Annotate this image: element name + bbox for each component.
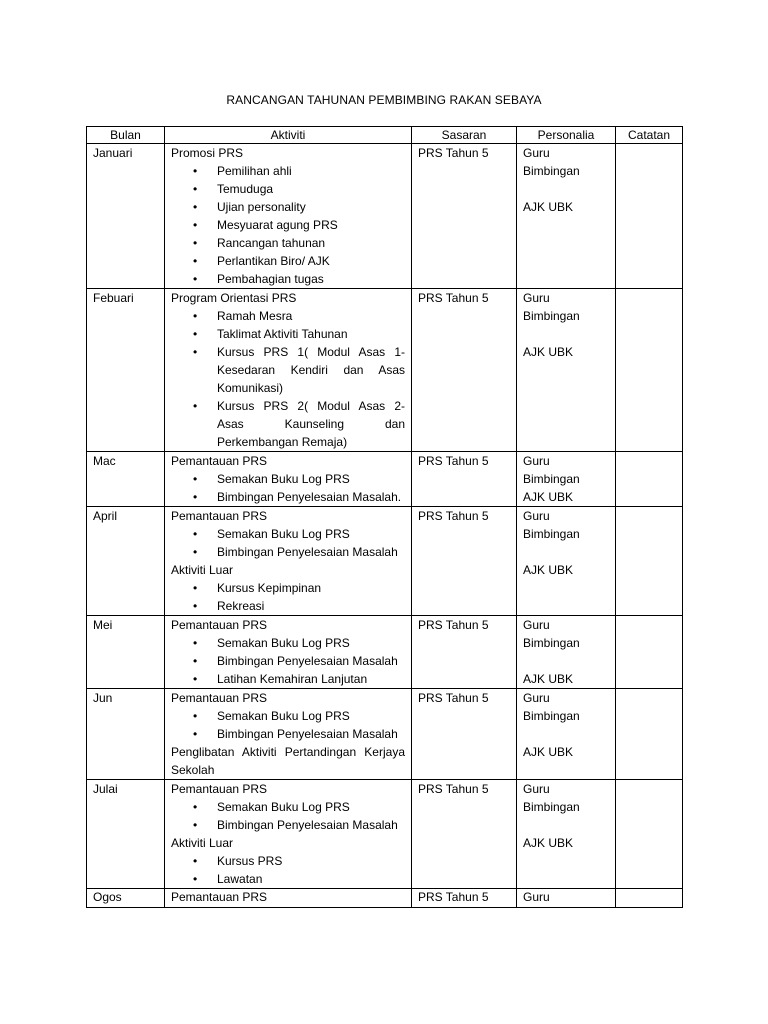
activity-item: • Semakan Buku Log PRS <box>217 634 405 652</box>
cell-bulan: Febuari <box>87 289 165 452</box>
cell-bulan: Jun <box>87 689 165 780</box>
personalia-line: Guru <box>523 890 550 904</box>
annual-plan-table <box>86 126 683 908</box>
header-sasaran: Sasaran <box>412 127 517 144</box>
cell-personalia <box>517 616 616 689</box>
activity-heading: Pemantauan PRS <box>171 691 268 705</box>
cell-catatan <box>616 689 683 780</box>
activity-list <box>171 525 405 561</box>
activity-list <box>171 634 405 688</box>
personalia-line: AJK UBK <box>523 200 574 214</box>
activity-heading: Pemantauan PRS <box>171 618 268 632</box>
personalia-line <box>523 725 609 743</box>
personalia-line: Bimbingan <box>523 472 580 486</box>
table-body <box>87 144 683 908</box>
cell-catatan <box>616 889 683 908</box>
activity-item: • Ramah Mesra <box>217 307 405 325</box>
cell-catatan <box>616 780 683 889</box>
cell-catatan <box>616 452 683 507</box>
cell-sasaran: PRS Tahun 5 <box>412 689 517 780</box>
personalia-line: Bimbingan <box>523 636 580 650</box>
activity-item: • Rancangan tahunan <box>217 234 405 252</box>
cell-aktiviti <box>165 452 412 507</box>
activity-heading: Pemantauan PRS <box>171 509 268 523</box>
activity-list <box>171 852 405 888</box>
activity-item: • Semakan Buku Log PRS <box>217 525 405 543</box>
cell-sasaran: PRS Tahun 5 <box>412 616 517 689</box>
activity-item: • Lawatan <box>217 870 405 888</box>
cell-sasaran: PRS Tahun 5 <box>412 289 517 452</box>
activity-item: • Perlantikan Biro/ AJK <box>217 252 405 270</box>
cell-bulan: Ogos <box>87 889 165 908</box>
table-row <box>87 780 683 889</box>
cell-aktiviti <box>165 289 412 452</box>
personalia-line: Bimbingan <box>523 800 580 814</box>
table-row <box>87 452 683 507</box>
activity-item: • Rekreasi <box>217 597 405 615</box>
personalia-line: Guru <box>523 454 550 468</box>
cell-catatan <box>616 507 683 616</box>
activity-item: • Temuduga <box>217 180 405 198</box>
personalia-line <box>523 652 609 670</box>
activity-item: • Pembahagian tugas <box>217 270 405 288</box>
personalia-line: Bimbingan <box>523 709 580 723</box>
cell-bulan: April <box>87 507 165 616</box>
header-aktiviti: Aktiviti <box>165 127 412 144</box>
activity-item: • Bimbingan Penyelesaian Masalah. <box>217 488 405 506</box>
cell-personalia <box>517 144 616 289</box>
personalia-line: AJK UBK <box>523 745 574 759</box>
activity-item: • Taklimat Aktiviti Tahunan <box>217 325 405 343</box>
activity-note: Penglibatan Aktiviti Pertandingan Kerjaya Sekolah <box>171 745 405 777</box>
activity-item: • Bimbingan Penyelesaian Masalah <box>217 816 405 834</box>
cell-catatan <box>616 289 683 452</box>
activity-list <box>171 579 405 615</box>
table-row <box>87 289 683 452</box>
activity-heading: Pemantauan PRS <box>171 890 268 904</box>
activity-item: • Semakan Buku Log PRS <box>217 798 405 816</box>
activity-list <box>171 470 405 506</box>
cell-personalia <box>517 780 616 889</box>
table-row <box>87 507 683 616</box>
cell-sasaran: PRS Tahun 5 <box>412 507 517 616</box>
personalia-line: AJK UBK <box>523 563 574 577</box>
cell-aktiviti <box>165 889 412 908</box>
activity-subheading: Aktiviti Luar <box>171 836 234 850</box>
activity-list <box>171 307 405 451</box>
activity-heading: Pemantauan PRS <box>171 782 268 796</box>
personalia-line: Guru <box>523 146 550 160</box>
cell-aktiviti <box>165 144 412 289</box>
personalia-line: AJK UBK <box>523 345 574 359</box>
activity-item: • Mesyuarat agung PRS <box>217 216 405 234</box>
cell-bulan: Januari <box>87 144 165 289</box>
activity-item: • Bimbingan Penyelesaian Masalah <box>217 652 405 670</box>
cell-bulan: Mei <box>87 616 165 689</box>
personalia-line: Guru <box>523 618 550 632</box>
personalia-line: Guru <box>523 509 550 523</box>
cell-sasaran: PRS Tahun 5 <box>412 780 517 889</box>
activity-list <box>171 798 405 834</box>
activity-item: • Pemilihan ahli <box>217 162 405 180</box>
activity-item: • Kursus PRS 2( Modul Asas 2- Asas Kaunseling dan Perkembangan Remaja) <box>217 397 405 451</box>
activity-item: • Latihan Kemahiran Lanjutan <box>217 670 405 688</box>
activity-heading: Promosi PRS <box>171 146 244 160</box>
personalia-line <box>523 543 609 561</box>
header-catatan: Catatan <box>616 127 683 144</box>
cell-sasaran: PRS Tahun 5 <box>412 889 517 908</box>
personalia-line: AJK UBK <box>523 836 574 850</box>
activity-item: • Kursus Kepimpinan <box>217 579 405 597</box>
activity-item: • Semakan Buku Log PRS <box>217 707 405 725</box>
activity-heading: Pemantauan PRS <box>171 454 268 468</box>
activity-list <box>171 162 405 288</box>
activity-item: • Bimbingan Penyelesaian Masalah <box>217 725 405 743</box>
cell-bulan: Mac <box>87 452 165 507</box>
table-row <box>87 144 683 289</box>
cell-catatan <box>616 616 683 689</box>
personalia-line: Bimbingan <box>523 527 580 541</box>
personalia-line: AJK UBK <box>523 672 574 686</box>
table-row <box>87 889 683 908</box>
activity-list <box>171 707 405 743</box>
cell-aktiviti <box>165 616 412 689</box>
personalia-line: Bimbingan <box>523 164 580 178</box>
document-title: RANCANGAN TAHUNAN PEMBIMBING RAKAN SEBAYA <box>226 93 542 107</box>
cell-personalia <box>517 889 616 908</box>
cell-aktiviti <box>165 780 412 889</box>
activity-item: • Ujian personality <box>217 198 405 216</box>
cell-catatan <box>616 144 683 289</box>
cell-personalia <box>517 507 616 616</box>
cell-aktiviti <box>165 689 412 780</box>
activity-subheading: Aktiviti Luar <box>171 563 234 577</box>
cell-sasaran: PRS Tahun 5 <box>412 144 517 289</box>
personalia-line <box>523 816 609 834</box>
activity-item: • Bimbingan Penyelesaian Masalah <box>217 543 405 561</box>
cell-personalia <box>517 689 616 780</box>
cell-aktiviti <box>165 507 412 616</box>
table-header-row <box>87 127 683 144</box>
personalia-line: Guru <box>523 691 550 705</box>
table-row <box>87 616 683 689</box>
personalia-line <box>523 180 609 198</box>
activity-heading: Program Orientasi PRS <box>171 291 297 305</box>
personalia-line: Guru <box>523 291 550 305</box>
header-personalia: Personalia <box>517 127 616 144</box>
cell-bulan: Julai <box>87 780 165 889</box>
activity-item: • Kursus PRS <box>217 852 405 870</box>
cell-personalia <box>517 289 616 452</box>
header-bulan: Bulan <box>87 127 165 144</box>
activity-item: • Kursus PRS 1( Modul Asas 1- Kesedaran Kendiri dan Asas Komunikasi) <box>217 343 405 397</box>
personalia-line: Bimbingan <box>523 309 580 323</box>
personalia-line <box>523 325 609 343</box>
table-row <box>87 689 683 780</box>
cell-sasaran: PRS Tahun 5 <box>412 452 517 507</box>
personalia-line: AJK UBK <box>523 490 574 504</box>
activity-item: • Semakan Buku Log PRS <box>217 470 405 488</box>
cell-personalia <box>517 452 616 507</box>
personalia-line: Guru <box>523 782 550 796</box>
